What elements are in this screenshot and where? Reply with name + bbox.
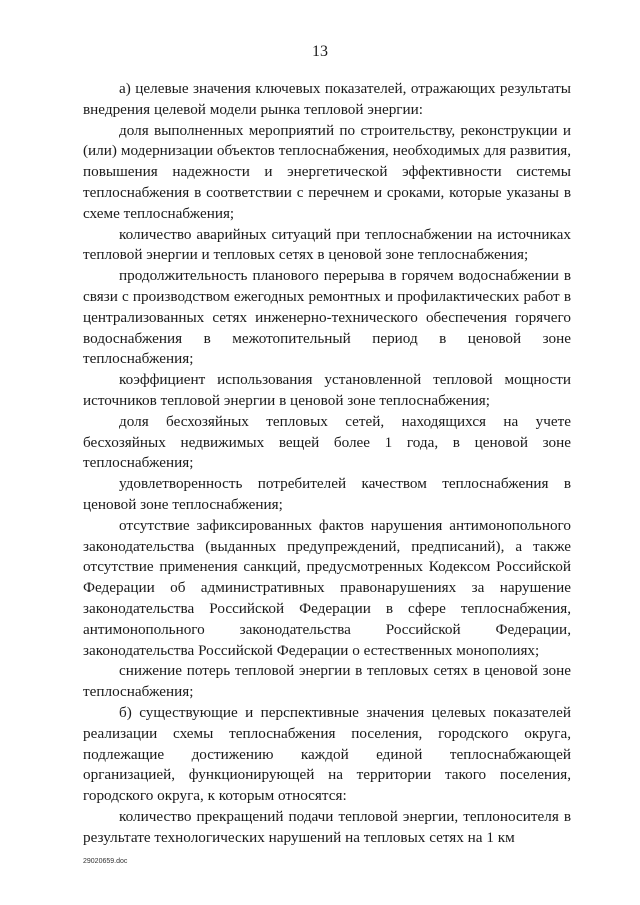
footer-filename: 29020659.doc (83, 858, 128, 865)
paragraph-completed-measures-share: доля выполненных мероприятий по строительству, реконструкции и (или) модернизации объектов теплоснабжения, необходимых для развития, повышения надежности и энергетической эффективности системы теплоснабжения в соответствии с перечнем и сроками, которые указаны в схеме теплоснабжения; (83, 121, 571, 222)
paragraph-hot-water-interruption: продолжительность планового перерыва в горячем водоснабжении в связи с производством ежегодных ремонтных и профилактических работ в централизованных сетях инженерно-технического обеспечения горячего водоснабжения в межотопительный период в ценовой зоне теплоснабжения; (83, 267, 571, 368)
paragraph-emergency-count: количество аварийных ситуаций при теплоснабжении на источниках тепловой энергии и тепловых сетях в ценовой зоне теплоснабжения; (83, 225, 571, 264)
paragraph-consumer-satisfaction: удовлетворенность потребителей качеством теплоснабжения в ценовой зоне теплоснабжения; (83, 475, 571, 513)
paragraph-section-a-intro: а) целевые значения ключевых показателей, отражающих результаты внедрения целевой модели рынка тепловой энергии: (83, 80, 571, 118)
paragraph-antimonopoly-compliance: отсутствие зафиксированных фактов нарушения антимонопольного законодательства (выданных предупреждений, предписаний), а также отсутствие применения санкций, предусмотренных Кодексом Российской Федерации об административных правонарушениях за нарушение законодательства Российской Федерации в сфере теплоснабжения, антимонопольного законодательства Российской Федерации, законодательства Российской Федерации о естественных монополиях; (83, 516, 571, 659)
paragraph-capacity-utilization: коэффициент использования установленной тепловой мощности источников тепловой энергии в ценовой зоне теплоснабжения; (83, 371, 571, 409)
paragraph-ownerless-networks: доля бесхозяйных тепловых сетей, находящихся на учете бесхозяйных недвижимых вещей более 1 года, в ценовой зоне теплоснабжения; (83, 412, 571, 472)
paragraph-section-b-intro: б) существующие и перспективные значения целевых показателей реализации схемы теплоснабжения поселения, городского округа, подлежащие достижению каждой единой теплоснабжающей организацией, функционирующей на территории такого поселения, городского округа, к которым относятся: (83, 703, 571, 805)
page-number: 13 (312, 43, 328, 60)
paragraph-supply-interruptions: количество прекращений подачи тепловой энергии, теплоносителя в результате технологических нарушений на тепловых сетях на 1 км (83, 807, 571, 846)
paragraph-heat-loss-reduction: снижение потерь тепловой энергии в тепловых сетях в ценовой зоне теплоснабжения; (83, 662, 571, 701)
document-body (83, 79, 571, 848)
